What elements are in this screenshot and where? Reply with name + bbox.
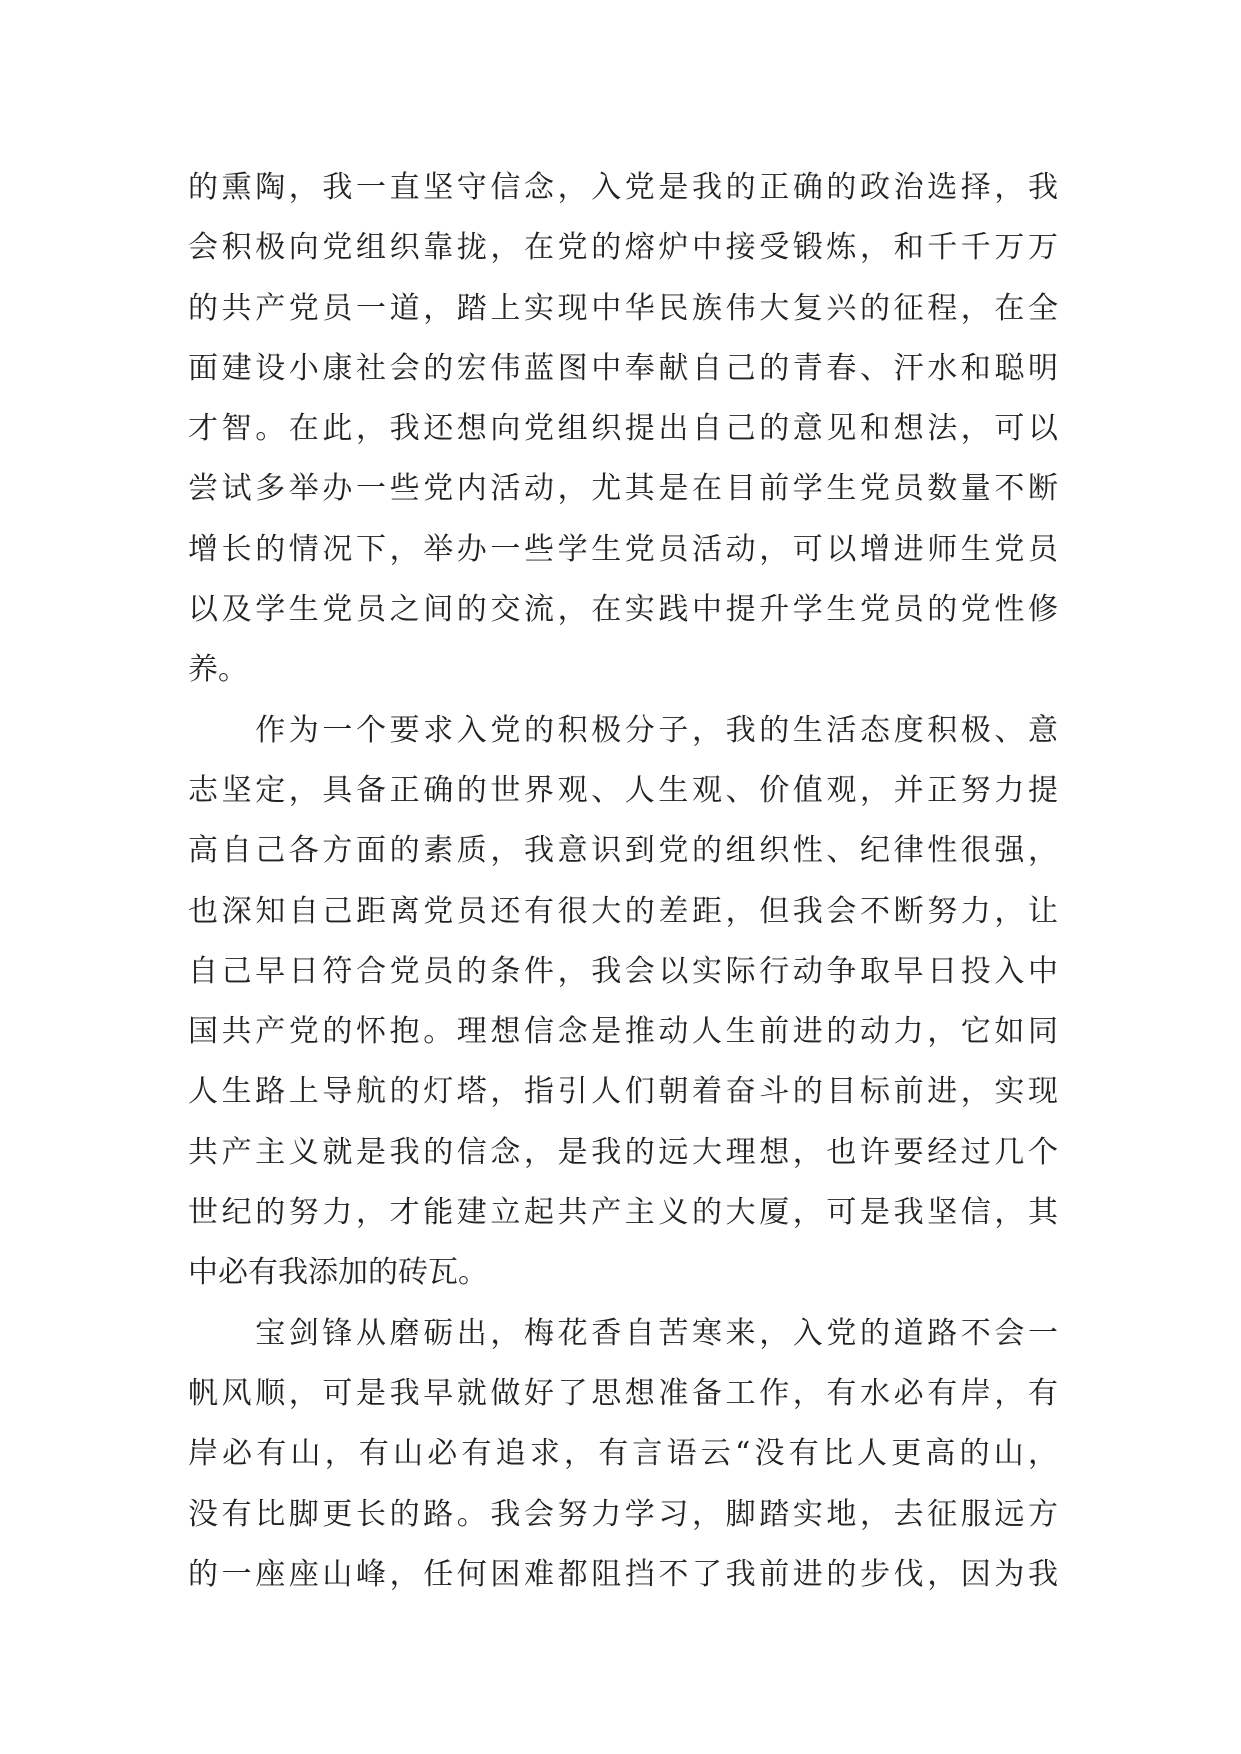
text-line: 以及学生党员之间的交流，在实践中提升学生党员的党性修 [188, 592, 1058, 628]
text-line: 志坚定，具备正确的世界观、人生观、价值观，并正努力提 [188, 772, 1058, 808]
text-line: 帆风顺，可是我早就做好了思想准备工作，有水必有岸，有 [188, 1375, 1058, 1411]
text-line: 养。 [188, 652, 248, 688]
text-line: 宝剑锋从磨砺出，梅花香自苦寒来，入党的道路不会一 [188, 1315, 1058, 1351]
text-line: 的共产党员一道，踏上实现中华民族伟大复兴的征程，在全 [188, 290, 1058, 326]
text-line: 面建设小康社会的宏伟蓝图中奉献自己的青春、汗水和聪明 [188, 350, 1058, 386]
text-line: 增长的情况下，举办一些学生党员活动，可以增进师生党员 [188, 531, 1058, 567]
document-body [188, 158, 1058, 1605]
text-line: 的熏陶，我一直坚守信念，入党是我的正确的政治选择，我 [188, 170, 1058, 205]
text-line: 岸必有山，有山必有追求，有言语云“没有比人更高的山， [188, 1436, 1058, 1472]
text-line: 才智。在此，我还想向党组织提出自己的意见和想法，可以 [188, 411, 1058, 447]
text-line: 人生路上导航的灯塔，指引人们朝着奋斗的目标前进，实现 [188, 1074, 1058, 1110]
text-line: 世纪的努力，才能建立起共产主义的大厦，可是我坚信，其 [188, 1195, 1058, 1231]
text-line: 会积极向党组织靠拢，在党的熔炉中接受锻炼，和千千万万 [188, 230, 1058, 266]
text-line: 中必有我添加的砖瓦。 [188, 1255, 488, 1291]
text-line: 自己早日符合党员的条件，我会以实际行动争取早日投入中 [188, 953, 1058, 989]
text-line: 没有比脚更长的路。我会努力学习，脚踏实地，去征服远方 [188, 1496, 1058, 1532]
text-line: 高自己各方面的素质，我意识到党的组织性、纪律性很强， [188, 833, 1058, 869]
text-line: 也深知自己距离党员还有很大的差距，但我会不断努力，让 [188, 893, 1058, 929]
text-line: 作为一个要求入党的积极分子，我的生活态度积极、意 [188, 712, 1058, 748]
text-line: 尝试多举办一些党内活动，尤其是在目前学生党员数量不断 [188, 471, 1058, 507]
text-line: 的一座座山峰，任何困难都阻挡不了我前进的步伐，因为我 [188, 1556, 1058, 1592]
text-line: 共产主义就是我的信念，是我的远大理想，也许要经过几个 [188, 1134, 1058, 1170]
text-line: 国共产党的怀抱。理想信念是推动人生前进的动力，它如同 [188, 1014, 1058, 1050]
